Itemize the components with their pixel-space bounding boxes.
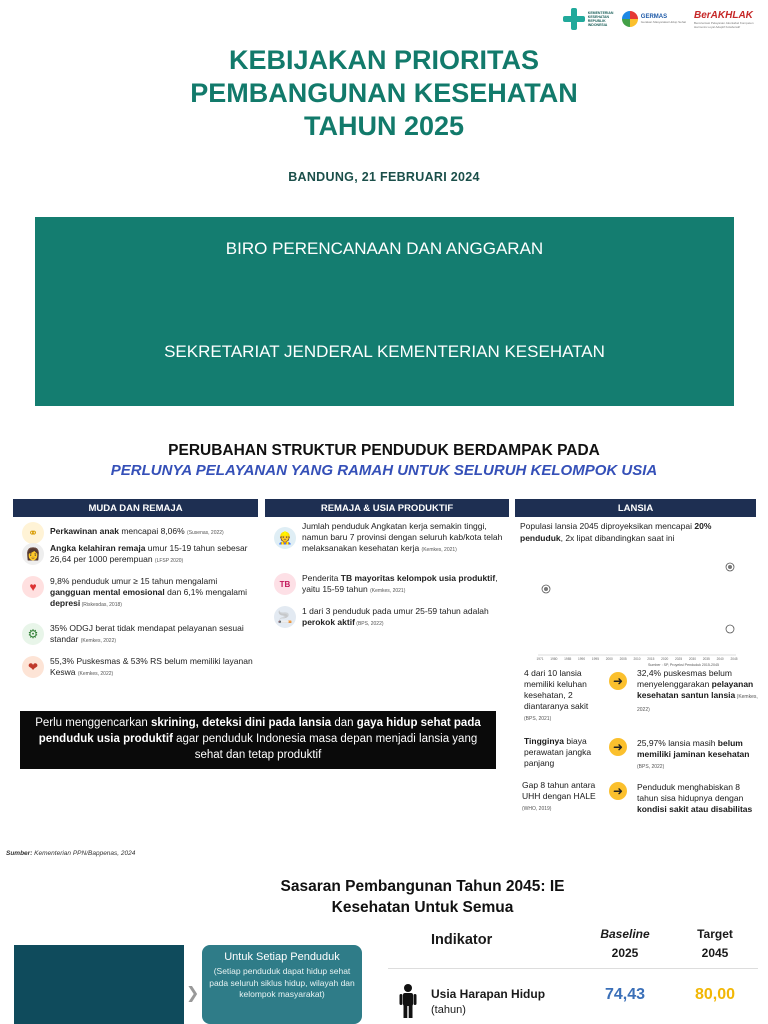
kemenkes-logo-text: KEMENTERIAN KESEHATAN REPUBLIK INDONESIA — [587, 11, 614, 27]
baseline-value: 74,43 — [604, 986, 646, 1003]
lansia-left-bold: Tingginya — [524, 736, 564, 746]
table-divider — [388, 968, 758, 969]
item-source: (Susenas, 2022) — [187, 530, 224, 536]
chart-source: Sumber : SP, Proyeksi Penduduk 2015-2045 — [648, 663, 720, 667]
item-source: (Kemkes, 2021) — [370, 588, 406, 594]
lansia-left — [524, 736, 602, 769]
callout-box — [20, 711, 496, 769]
callout-bold: gaya hidup sehat pada penduduk usia produktif — [38, 717, 481, 745]
lansia-right-source: (Kemkes, 2022) — [637, 694, 758, 713]
germas-icon — [622, 11, 638, 27]
chart-x-tick: 2000 — [605, 657, 613, 661]
item-source: (Kemkes, 2021) — [421, 547, 457, 553]
chart-x-tick: 2025 — [675, 657, 683, 661]
indicator-unit: (tahun) — [431, 1004, 466, 1016]
item-text: 35% ODGJ berat tidak mendapat pelayanan sesuai standar — [50, 623, 244, 644]
event-date: BANDUNG, 21 FEBRUARI 2024 — [288, 170, 480, 184]
header-logos — [563, 8, 756, 30]
column-header-produktif: REMAJA & USIA PRODUKTIF — [265, 499, 509, 517]
section-heading: PERUBAHAN STRUKTUR PENDUDUK BERDAMPAK PADA — [168, 442, 600, 459]
elderly-icon-left — [542, 585, 550, 593]
kemenkes-icon — [563, 8, 585, 30]
head-heart-icon: ❤ — [22, 656, 44, 678]
list-item — [274, 521, 506, 556]
table-header-baseline — [590, 925, 660, 963]
target-label: Target — [697, 927, 733, 941]
title-line-3: TAHUN 2025 — [303, 111, 465, 141]
banner-line-1: BIRO PERENCANAAN DAN ANGGARAN — [225, 239, 544, 258]
rings-icon: ⚭ — [22, 522, 44, 544]
list-item — [22, 623, 257, 647]
item-bold: depresi — [50, 598, 81, 608]
title-line-1: KEBIJAKAN PRIORITAS — [228, 45, 540, 75]
indicator-label: Usia Harapan Hidup — [431, 987, 546, 1001]
item-source: (Kemkes, 2022) — [80, 638, 117, 644]
banner — [35, 217, 734, 406]
lansia-row — [520, 736, 760, 776]
item-source: (Riskesdas, 2018) — [80, 602, 122, 608]
germas-logo-sub: Gerakan Masyarakat Hidup Sehat — [640, 20, 686, 24]
chart-x-tick: 2010 — [633, 657, 641, 661]
callout-text: Perlu menggencarkan — [35, 717, 151, 729]
lansia-left — [522, 780, 600, 815]
list-item — [22, 543, 257, 567]
baseline-year: 2025 — [611, 946, 639, 960]
item-text: dan 6,1% mengalami — [164, 587, 247, 597]
table-header-target — [680, 925, 750, 963]
chart-x-tick: 2040 — [716, 657, 724, 661]
lansia-left-source: (BPS, 2021) — [524, 716, 552, 722]
item-text: 9,8% penduduk umur ≥ 15 tahun mengalami — [50, 576, 218, 586]
banner-line-2: SEKRETARIAT JENDERAL KEMENTERIAN KESEHATAN — [164, 342, 605, 361]
berakhlak-logo-text: BerAKHLAK — [694, 9, 753, 21]
list-item — [22, 576, 257, 611]
list-item — [22, 656, 257, 680]
lansia-left-text: biaya perawatan jangka panjang — [524, 736, 592, 768]
source-note — [6, 850, 135, 857]
item-text: Jumlah penduduk Angkatan kerja semakin tinggi, namun baru 7 provinsi dengan seluruh kab/kota telah melaksanakan kesehatan kerja — [302, 521, 503, 553]
lansia-left-text: 4 dari 10 lansia memiliki keluhan kesehatan, 2 diantaranya sakit — [524, 668, 589, 711]
chart-x-ticks — [536, 657, 737, 661]
item-bold: perokok aktif — [302, 617, 355, 627]
worker-icon: 👷 — [274, 527, 296, 549]
source-label: Sumber: — [6, 850, 33, 857]
lansia-right — [637, 782, 761, 815]
lansia-right-text: Penduduk menghabiskan 8 tahun sisa hidupnya dengan — [637, 782, 744, 803]
berakhlak-logo — [694, 10, 756, 29]
image-placeholder — [14, 945, 184, 1024]
table-header-indicator: Indikator — [431, 932, 493, 948]
germas-logo-text: GERMAS — [640, 14, 668, 20]
item-text: umur 15-19 tahun sebesar 26,64 per 1000 perempuan — [50, 543, 248, 564]
callout-bold: skrining, deteksi dini pada lansia — [150, 717, 332, 729]
lansia-intro — [520, 520, 756, 544]
germas-logo — [622, 11, 686, 27]
mother-baby-icon: 👩 — [22, 543, 44, 565]
lansia-right-text: 25,97% lansia masih — [637, 738, 718, 748]
lansia-right-source: (BPS, 2022) — [637, 764, 665, 770]
chart-x-tick: 1990 — [578, 657, 586, 661]
chart-x-tick: 1995 — [591, 657, 599, 661]
arrow-right-icon: ➜ — [609, 782, 627, 800]
item-source: (Kemkes, 2022) — [77, 671, 114, 677]
source-text: Kementerian PPN/Bappenas, 2024 — [32, 850, 136, 857]
lansia-right-text: 32,4% puskesmas belum menyelenggarakan — [637, 668, 732, 689]
column-header-muda: MUDA DAN REMAJA — [13, 499, 258, 517]
list-item — [274, 606, 506, 630]
lansia-row — [520, 780, 760, 832]
lansia-right — [637, 738, 761, 773]
chart-x-tick: 2015 — [647, 657, 655, 661]
kemenkes-logo — [563, 8, 614, 30]
chef-icon-right — [726, 625, 734, 633]
chart-x-tick: 2030 — [688, 657, 696, 661]
item-text: , yaitu 15-59 tahun — [302, 573, 498, 594]
target-year: 2045 — [701, 946, 729, 960]
head-gear-icon: ⚙ — [22, 623, 44, 645]
chart-x-tick: 1985 — [564, 657, 572, 661]
chart-x-tick: 2045 — [730, 657, 738, 661]
person-icon — [398, 984, 418, 1018]
chart-x-tick: 1980 — [550, 657, 558, 661]
chart-x-tick: 2020 — [661, 657, 669, 661]
item-bold: TB mayoritas kelompok usia produktif — [340, 573, 496, 583]
item-text: mencapai 8,06% — [118, 526, 188, 536]
arrow-right-icon: ➜ — [609, 672, 627, 690]
column-header-lansia: LANSIA — [515, 499, 756, 517]
lansia-population-chart — [530, 557, 742, 669]
sasaran-title: Sasaran Pembangunan Tahun 2045: IE Kesehatan Untuk Semua — [280, 878, 565, 916]
smoker-icon: 🚬 — [274, 606, 296, 628]
callout-text: dan — [331, 717, 357, 729]
item-bold: Angka kelahiran remaja — [50, 543, 146, 553]
lungs-tb-icon: TB — [274, 573, 296, 595]
item-text: 55,3% Puskesmas & 53% RS belum memiliki layanan Keswa — [50, 656, 253, 677]
chart-x-tick: 2005 — [619, 657, 627, 661]
target-card-text: (Setiap penduduk dapat hidup sehat pada seluruh siklus hidup, wilayah dan kelompok masyarakat) — [209, 966, 355, 999]
target-value: 80,00 — [694, 986, 736, 1003]
item-source: (LFSP 2020) — [154, 558, 184, 564]
lansia-left — [524, 668, 602, 725]
section-subheading: PERLUNYA PELAYANAN YANG RAMAH UNTUK SELURUH KELOMPOK USIA — [110, 462, 658, 479]
item-source: (BPS, 2022) — [354, 621, 384, 627]
item-bold: Perkawinan anak — [50, 526, 119, 536]
berakhlak-logo-sub: Berorientasi Pelayanan Akuntabel Kompeten Harmonis Loyal Adaptif Kolaboratif — [694, 20, 754, 29]
arrow-right-icon: ➜ — [609, 738, 627, 756]
page-title — [0, 44, 768, 143]
item-bold: 20% penduduk — [520, 521, 712, 543]
lansia-left-source: (WHO, 2019) — [522, 806, 552, 812]
chart-x-tick: 2035 — [702, 657, 710, 661]
list-item — [274, 573, 506, 597]
lansia-right-bold: kondisi sakit atau disabilitas — [637, 804, 753, 814]
item-bold: gangguan mental emosional — [50, 587, 165, 597]
target-card-title: Untuk Setiap Penduduk — [224, 951, 340, 963]
lansia-right-bold: pelayanan kesehatan santun lansia — [637, 679, 754, 700]
item-text: , 2x lipat dibandingkan saat ini — [560, 533, 675, 543]
target-card — [202, 945, 362, 1024]
item-text: Populasi lansia 2045 diproyeksikan mencapai — [520, 521, 695, 531]
chart-x-tick: 1971 — [536, 657, 544, 661]
lansia-left-text: Gap 8 tahun antara UHH dengan HALE — [522, 780, 596, 801]
heart-mind-icon: ♥ — [22, 576, 44, 598]
callout-text: agar penduduk Indonesia masa depan menjadi lansia yang sehat dan tetap produktif — [172, 733, 478, 761]
list-item — [22, 522, 257, 544]
baseline-label: Baseline — [600, 927, 650, 941]
elderly-icon-right — [726, 563, 734, 571]
item-text: 1 dari 3 penduduk pada umur 25-59 tahun adalah — [302, 606, 489, 616]
item-text: Penderita — [302, 573, 341, 583]
title-line-2: PEMBANGUNAN KESEHATAN — [190, 78, 578, 108]
lansia-right-bold: belum memiliki jaminan kesehatan — [637, 738, 750, 759]
lansia-right — [637, 668, 761, 716]
lansia-row — [520, 668, 760, 724]
chevron-right-icon: ❯ — [186, 985, 200, 1002]
